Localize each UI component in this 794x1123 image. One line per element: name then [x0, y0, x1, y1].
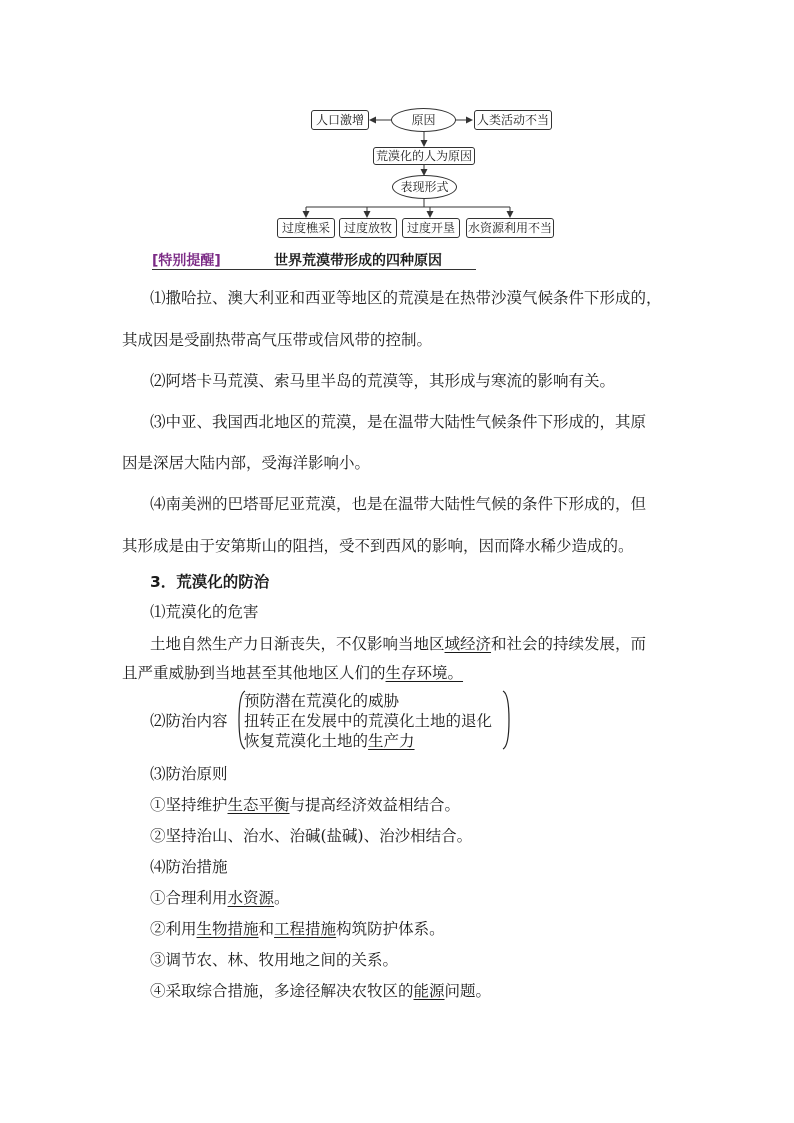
measure-4-underlined: 能源 [413, 982, 445, 1000]
harm-line-1 [150, 632, 646, 654]
form-box-1: 过度樵采 [277, 218, 335, 238]
note-underline [152, 269, 476, 270]
reason-4-line-2: 其形成是由于安第斯山的阻挡，受不到西风的影响，因而降水稀少造成的。 [122, 537, 634, 555]
form-box-4: 水资源利用不当 [466, 218, 554, 238]
form-box-2: 过度放牧 [339, 218, 397, 238]
measure-2-text-b: 构筑防护体系。 [336, 920, 445, 938]
measure-title: ⑷防治措施 [150, 858, 228, 876]
form-box-3: 过度开垦 [402, 218, 460, 238]
content-item-3-text: 恢复荒漠化土地的 [244, 732, 369, 750]
measure-2-underlined-1: 生物措施 [196, 920, 259, 938]
reason-1-line-1: ⑴撒哈拉、澳大利亚和西亚等地区的荒漠是在热带沙漠气候条件下形成的， [150, 289, 662, 307]
reason-3-line-2: 因是深居大陆内部，受海洋影响小。 [122, 454, 371, 472]
forms-ellipse: 表现形式 [392, 175, 457, 199]
measure-2-text-a: ②利用 [150, 920, 197, 938]
special-note [152, 250, 476, 270]
measure-1-underlined: 水资源 [227, 889, 275, 907]
measure-4 [150, 979, 491, 1001]
reason-3-line-1: ⑶中亚、我国西北地区的荒漠，是在温带大陆性气候条件下形成的，其原 [150, 413, 647, 431]
measure-2-text-mid: 和 [258, 920, 275, 938]
cause-diagram [0, 0, 794, 250]
content-item-3 [244, 729, 415, 751]
measure-2-underlined-2: 工程措施 [274, 920, 337, 938]
measure-4-text-a: ④采取综合措施，多途径解决农牧区的 [150, 982, 414, 1000]
harm-line-1-underlined: 域经济 [444, 635, 492, 653]
principle-1-text-b: 与提高经济效益相结合。 [289, 796, 461, 814]
principle-1-underlined: 生态平衡 [227, 796, 290, 814]
measure-1 [150, 886, 290, 908]
measure-2 [150, 917, 445, 939]
measure-1-text-b: 。 [274, 889, 290, 907]
human-cause-box: 荒漠化的人为原因 [373, 147, 475, 165]
principle-1-text-a: ①坚持维护 [150, 796, 228, 814]
right-bracket [502, 690, 510, 750]
reason-2-line-1: ⑵阿塔卡马荒漠、索马里半岛的荒漠等，其形成与寒流的影响有关。 [150, 372, 616, 390]
reason-1-line-2: 其成因是受副热带高气压带或信风带的控制。 [122, 331, 433, 349]
harm-line-2 [122, 661, 463, 683]
note-title: 世界荒漠带形成的四种原因 [274, 253, 442, 269]
measure-3: ③调节农、林、牧用地之间的关系。 [150, 951, 399, 969]
measure-1-text-a: ①合理利用 [150, 889, 228, 907]
harm-line-1-text-b: 和社会的持续发展，而 [491, 635, 647, 653]
harm-line-1-text-a: 土地自然生产力日渐丧失，不仅影响当地区 [150, 635, 445, 653]
harm-line-2-underlined: 生存环境。 [385, 664, 464, 682]
content-item-3-underlined: 生产力 [368, 732, 415, 750]
note-tag: [特别提醒] [152, 253, 221, 269]
content-item-1: 预防潜在荒漠化的威胁 [244, 692, 400, 710]
measure-4-text-b: 问题。 [444, 982, 492, 1000]
cause-left-box: 人口激增 [311, 110, 369, 130]
section-3-title: 3．荒漠化的防治 [150, 573, 270, 591]
content-item-2: 扭转正在发展中的荒漠化土地的退化 [244, 712, 493, 730]
principle-2: ②坚持治山、治水、治碱(盐碱)、治沙相结合。 [150, 827, 473, 845]
principle-1 [150, 793, 460, 815]
harm-line-2-text-a: 且严重威胁到当地甚至其他地区人们的 [122, 664, 386, 682]
principle-title: ⑶防治原则 [150, 765, 228, 783]
harm-title: ⑴荒漠化的危害 [150, 603, 259, 621]
reason-4-line-1: ⑷南美洲的巴塔哥尼亚荒漠，也是在温带大陆性气候的条件下形成的，但 [150, 495, 647, 513]
cause-center-ellipse: 原因 [391, 108, 456, 132]
content-label: ⑵防治内容 [150, 712, 228, 730]
cause-right-box: 人类活动不当 [474, 110, 552, 130]
